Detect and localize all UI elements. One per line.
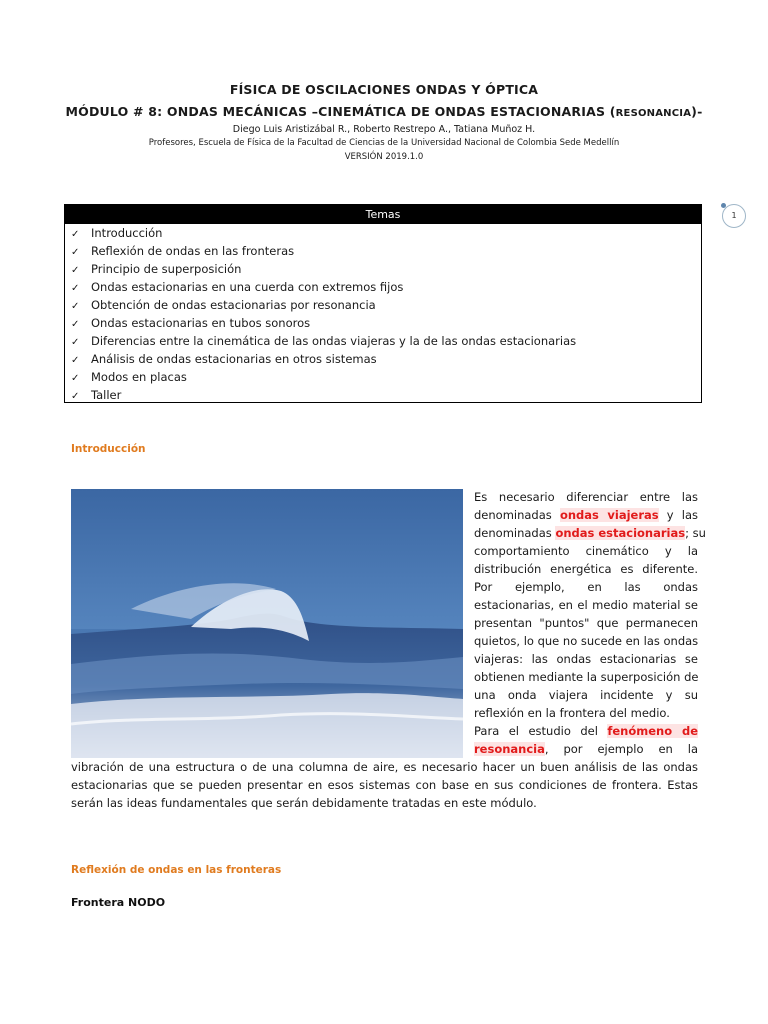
reflexion-heading: Reflexión de ondas en las fronteras: [71, 864, 282, 876]
highlight-fenomeno: fenómeno de: [607, 724, 698, 738]
highlight-ondas-viajeras: ondas viajeras: [559, 508, 659, 522]
frontera-nodo-heading: Frontera NODO: [71, 896, 166, 909]
topics-box: [64, 204, 702, 403]
topic-item: ✓ Análisis de ondas estacionarias en otros sistemas: [65, 350, 701, 368]
topic-item: ✓ Principio de superposición: [65, 260, 701, 278]
checkmark-icon: ✓: [71, 247, 80, 258]
highlight-resonancia: resonancia: [474, 742, 545, 756]
module-title: MÓDULO # 8: ONDAS MECÁNICAS –CINEMÁTICA DE ONDAS ESTACIONARIAS (RESONANCIA)-: [65, 104, 703, 119]
topic-item: ✓ Ondas estacionarias en una cuerda con extremos fijos: [65, 278, 701, 296]
intro-paragraph: Es necesario diferenciar entre las denominadas ondas viajeras y las denominadas ondas estacionarias; su comportamiento cinemático y la distribución energética es diferente. Por ejemplo, en las ondas estacionarias, en el medio material se presentan "puntos" que permanecen quietos, lo que no sucede en las ondas viajeras: las ondas estacionarias se obtienen mediante la superposición de una onda viajera incidente y su reflexión en la frontera del medio. Para el estudio del fenómeno de resonancia, por ejemplo en la: [474, 490, 706, 756]
checkmark-icon: ✓: [71, 283, 80, 294]
topic-item: ✓ Ondas estacionarias en tubos sonoros: [65, 314, 701, 332]
checkmark-icon: ✓: [71, 265, 80, 276]
affiliation: Profesores, Escuela de Física de la Facultad de Ciencias de la Universidad Nacional de Colombia Sede Medellín: [148, 138, 620, 148]
checkmark-icon: ✓: [71, 229, 80, 240]
intro-heading: Introducción: [71, 443, 146, 455]
checkmark-icon: ✓: [71, 355, 80, 366]
version: VERSIÓN 2019.1.0: [344, 152, 424, 162]
checkmark-icon: ✓: [71, 337, 80, 348]
checkmark-icon: ✓: [71, 319, 80, 330]
checkmark-icon: ✓: [71, 301, 80, 312]
document-title: FÍSICA DE OSCILACIONES ONDAS Y ÓPTICA: [229, 82, 539, 97]
ocean-wave-photo: [71, 489, 463, 758]
wave-illustration: [71, 489, 463, 758]
checkmark-icon: ✓: [71, 373, 80, 384]
topic-item: ✓ Reflexión de ondas en las fronteras: [65, 242, 701, 260]
topics-heading: Temas: [65, 205, 701, 224]
topic-item: ✓ Taller: [65, 386, 701, 404]
topics-list: [65, 224, 701, 404]
badge-dot-icon: [721, 203, 726, 208]
topic-item: ✓ Introducción: [65, 224, 701, 242]
topic-item: ✓ Obtención de ondas estacionarias por resonancia: [65, 296, 701, 314]
intro-paragraph-continued: vibración de una estructura o de una columna de aire, es necesario hacer un buen análisis de las ondas estacionarias que se pueden presentar en esos sistemas con base en sus condiciones de frontera. Estas serán las ideas fundamentales que serán debidamente tratadas en este módulo.: [71, 760, 698, 810]
topic-item: ✓ Diferencias entre la cinemática de las ondas viajeras y la de las ondas estacionarias: [65, 332, 701, 350]
authors: Diego Luis Aristizábal R., Roberto Restrepo A., Tatiana Muñoz H.: [232, 124, 536, 135]
page-number-badge: 1: [722, 204, 746, 228]
topic-item: ✓ Modos en placas: [65, 368, 701, 386]
highlight-ondas-estacionarias: ondas estacionarias: [555, 526, 686, 540]
checkmark-icon: ✓: [71, 391, 80, 402]
